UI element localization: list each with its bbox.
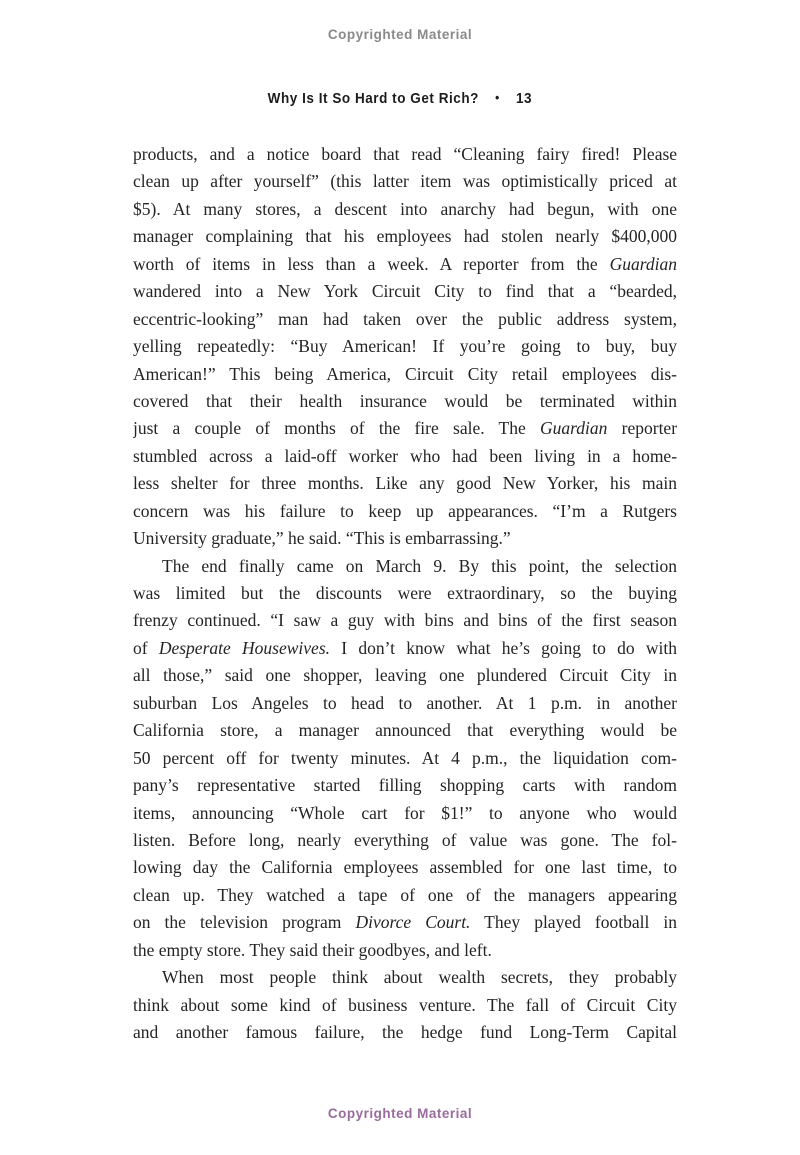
body-line: was limited but the discounts were extraordinary, so the buying: [133, 583, 677, 603]
body-line: When most people think about wealth secrets, they probably: [162, 967, 677, 988]
copyright-watermark-bottom: Copyrighted Material: [327, 1106, 473, 1121]
body-line: think about some kind of business venture. The fall of Circuit City: [133, 994, 677, 1015]
body-line: $5). At many stores, a descent into anarchy had begun, with one: [133, 198, 677, 219]
body-line: 50 percent off for twenty minutes. At 4 p.m., the liquidation com-: [133, 747, 677, 768]
body-line: the empty store. They said their goodbyes, and left.: [133, 939, 492, 960]
body-line: pany’s representative started filling shopping carts with random: [133, 775, 677, 796]
body-line: concern was his failure to keep up appearances. “I’m a Rutgers: [133, 500, 677, 521]
body-line: suburban Los Angeles to head to another. At 1 p.m. in another: [133, 692, 677, 713]
body-line: items, announcing “Whole cart for $1!” to anyone who would: [133, 802, 677, 823]
running-head: [0, 90, 800, 107]
body-line: American!” This being America, Circuit City retail employees dis-: [133, 363, 677, 384]
body-line: manager complaining that his employees had stolen nearly $400,000: [133, 226, 677, 247]
body-line: yelling repeatedly: “Buy American! If you’re going to buy, buy: [133, 336, 677, 357]
body-line: The end finally came on March 9. By this point, the selection: [162, 555, 677, 576]
body-line: clean up after yourself” (this latter item was optimistically priced at: [133, 171, 677, 192]
chapter-title: Why Is It So Hard to Get Rich?: [267, 90, 480, 107]
body-line: eccentric-looking” man had taken over the public address system,: [133, 308, 677, 329]
body-line: less shelter for three months. Like any good New Yorker, his main: [133, 473, 677, 494]
bullet-separator: •: [495, 90, 500, 105]
body-line: and another famous failure, the hedge fund Long-Term Capital: [133, 1022, 677, 1042]
body-line: stumbled across a laid-off worker who had been living in a home-: [133, 445, 677, 466]
body-line: all those,” said one shopper, leaving one plundered Circuit City in: [133, 665, 677, 686]
body-line: wandered into a New York Circuit City to find that a “bearded,: [133, 281, 677, 302]
body-line: covered that their health insurance would be terminated within: [133, 390, 677, 411]
body-line: clean up. They watched a tape of one of the managers appearing: [133, 884, 677, 905]
body-text: [133, 141, 677, 1046]
body-line: products, and a notice board that read “Cleaning fairy fired! Please: [133, 144, 677, 164]
body-line: frenzy continued. “I saw a guy with bins and bins of the first season: [133, 610, 677, 631]
body-line: listen. Before long, nearly everything of value was gone. The fol-: [133, 829, 677, 850]
body-line: lowing day the California employees assembled for one last time, to: [133, 857, 677, 878]
body-line: University graduate,” he said. “This is embarrassing.”: [133, 528, 511, 549]
body-line: California store, a manager announced that everything would be: [133, 720, 677, 741]
page-number: 13: [516, 90, 533, 107]
copyright-watermark-top: Copyrighted Material: [327, 27, 473, 42]
body-line: worth of items in less than a week. A reporter from the Guardian: [133, 253, 677, 274]
body-line: just a couple of months of the fire sale. The Guardian reporter: [133, 418, 677, 439]
body-line: on the television program Divorce Court. They played football in: [133, 912, 677, 933]
body-line: of Desperate Housewives. I don’t know what he’s going to do with: [133, 637, 677, 658]
